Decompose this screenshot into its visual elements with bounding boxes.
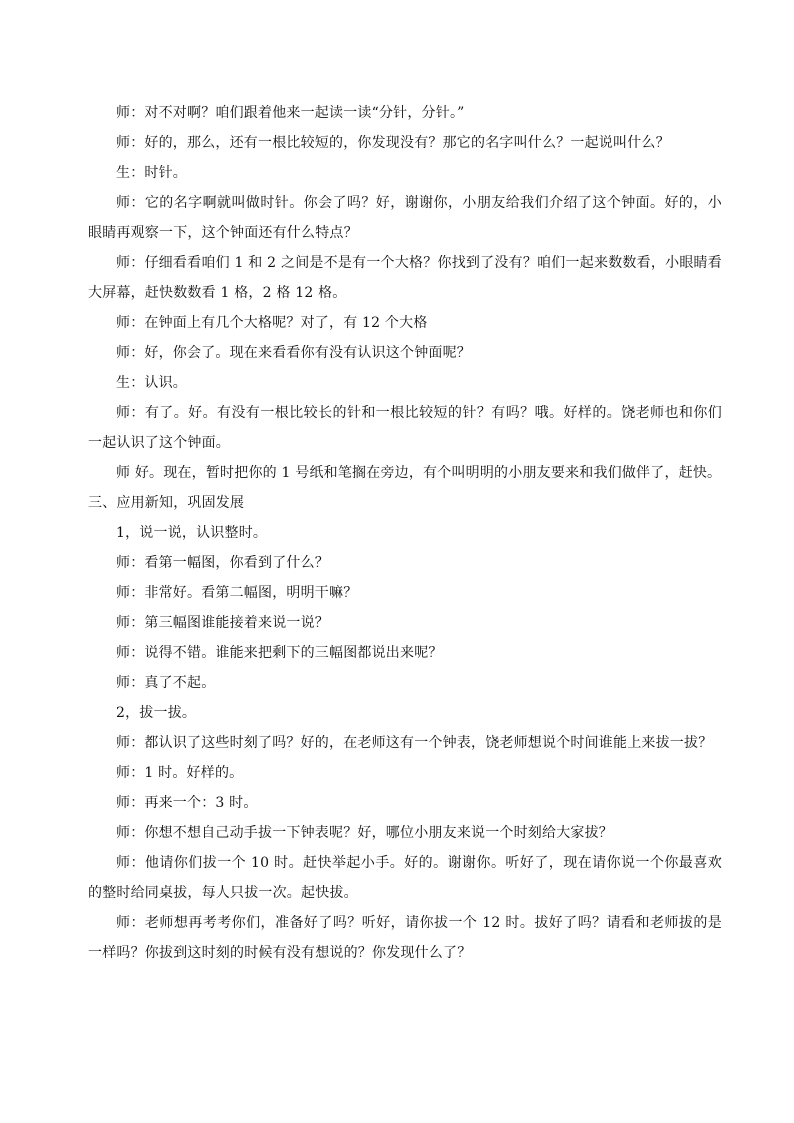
dialogue-paragraph: 师：你想不想自己动手拔一下钟表呢？好，哪位小朋友来说一个时刻给大家拔？ — [116, 825, 613, 841]
dialogue-paragraph: 师：它的名字啊就叫做时针。你会了吗？好，谢谢你，小朋友给我们介绍了这个钟面。好的，小眼睛再观察一下，这个钟面还有什么特点？ — [88, 195, 722, 241]
dialogue-paragraph: 师：都认识了这些时刻了吗？好的，在老师这有一个钟表，饶老师想说个时间谁能上来拔一拔？ — [116, 735, 713, 751]
dialogue-paragraph: 生：时针。 — [116, 165, 187, 181]
dialogue-paragraph: 师：非常好。看第二幅图，明明干嘛？ — [116, 585, 358, 601]
document-body — [88, 98, 722, 968]
dialogue-paragraph: 师：真了不起。 — [116, 675, 216, 691]
dialogue-paragraph: 1，说一说，认识整时。 — [116, 525, 268, 541]
dialogue-paragraph: 生：认识。 — [116, 375, 187, 391]
dialogue-paragraph: 师 好。现在，暂时把你的 1 号纸和笔搁在旁边，有个叫明明的小朋友要来和我们做伴了，赶快。 — [116, 465, 722, 481]
dialogue-paragraph: 师：说得不错。谁能来把剩下的三幅图都说出来呢？ — [116, 645, 443, 661]
section-heading: 三、应用新知，巩固发展 — [88, 495, 245, 511]
dialogue-paragraph: 师：第三幅图谁能接着来说一说？ — [116, 615, 329, 631]
dialogue-paragraph: 师：仔细看看咱们 1 和 2 之间是不是有一个大格？你找到了没有？咱们一起来数数看，小眼睛看大屏幕，赶快数数看 1 格，2 格 12 格。 — [88, 255, 722, 301]
dialogue-paragraph: 师：看第一幅图，你看到了什么？ — [116, 555, 329, 571]
dialogue-paragraph: 师：再来一个：3 时。 — [116, 795, 258, 811]
dialogue-paragraph: 师：1 时。好样的。 — [116, 765, 244, 781]
dialogue-paragraph: 师：老师想再考考你们，准备好了吗？听好，请你拔一个 12 时。拔好了吗？请看和老师拔的是一样吗？你拔到这时刻的时候有没有想说的？你发现什么了？ — [88, 915, 722, 961]
dialogue-paragraph: 师：好，你会了。现在来看看你有没有认识这个钟面呢？ — [116, 345, 471, 361]
dialogue-paragraph: 师：好的，那么，还有一根比较短的，你发现没有？那它的名字叫什么？一起说叫什么？ — [116, 135, 670, 151]
dialogue-paragraph: 师：他请你们拔一个 10 时。赶快举起小手。好的。谢谢你。听好了，现在请你说一个你最喜欢的整时给同桌拔，每人只拔一次。起快拔。 — [88, 855, 722, 901]
dialogue-paragraph: 师：对不对啊？咱们跟着他来一起读一读“分针，分针。” — [116, 105, 465, 121]
dialogue-paragraph: 师：在钟面上有几个大格呢？对了，有 12 个大格 — [116, 315, 428, 331]
dialogue-paragraph: 2，拔一拔。 — [116, 705, 197, 721]
dialogue-paragraph: 师：有了。好。有没有一根比较长的针和一根比较短的针？有吗？哦。好样的。饶老师也和你们一起认识了这个钟面。 — [88, 405, 722, 451]
